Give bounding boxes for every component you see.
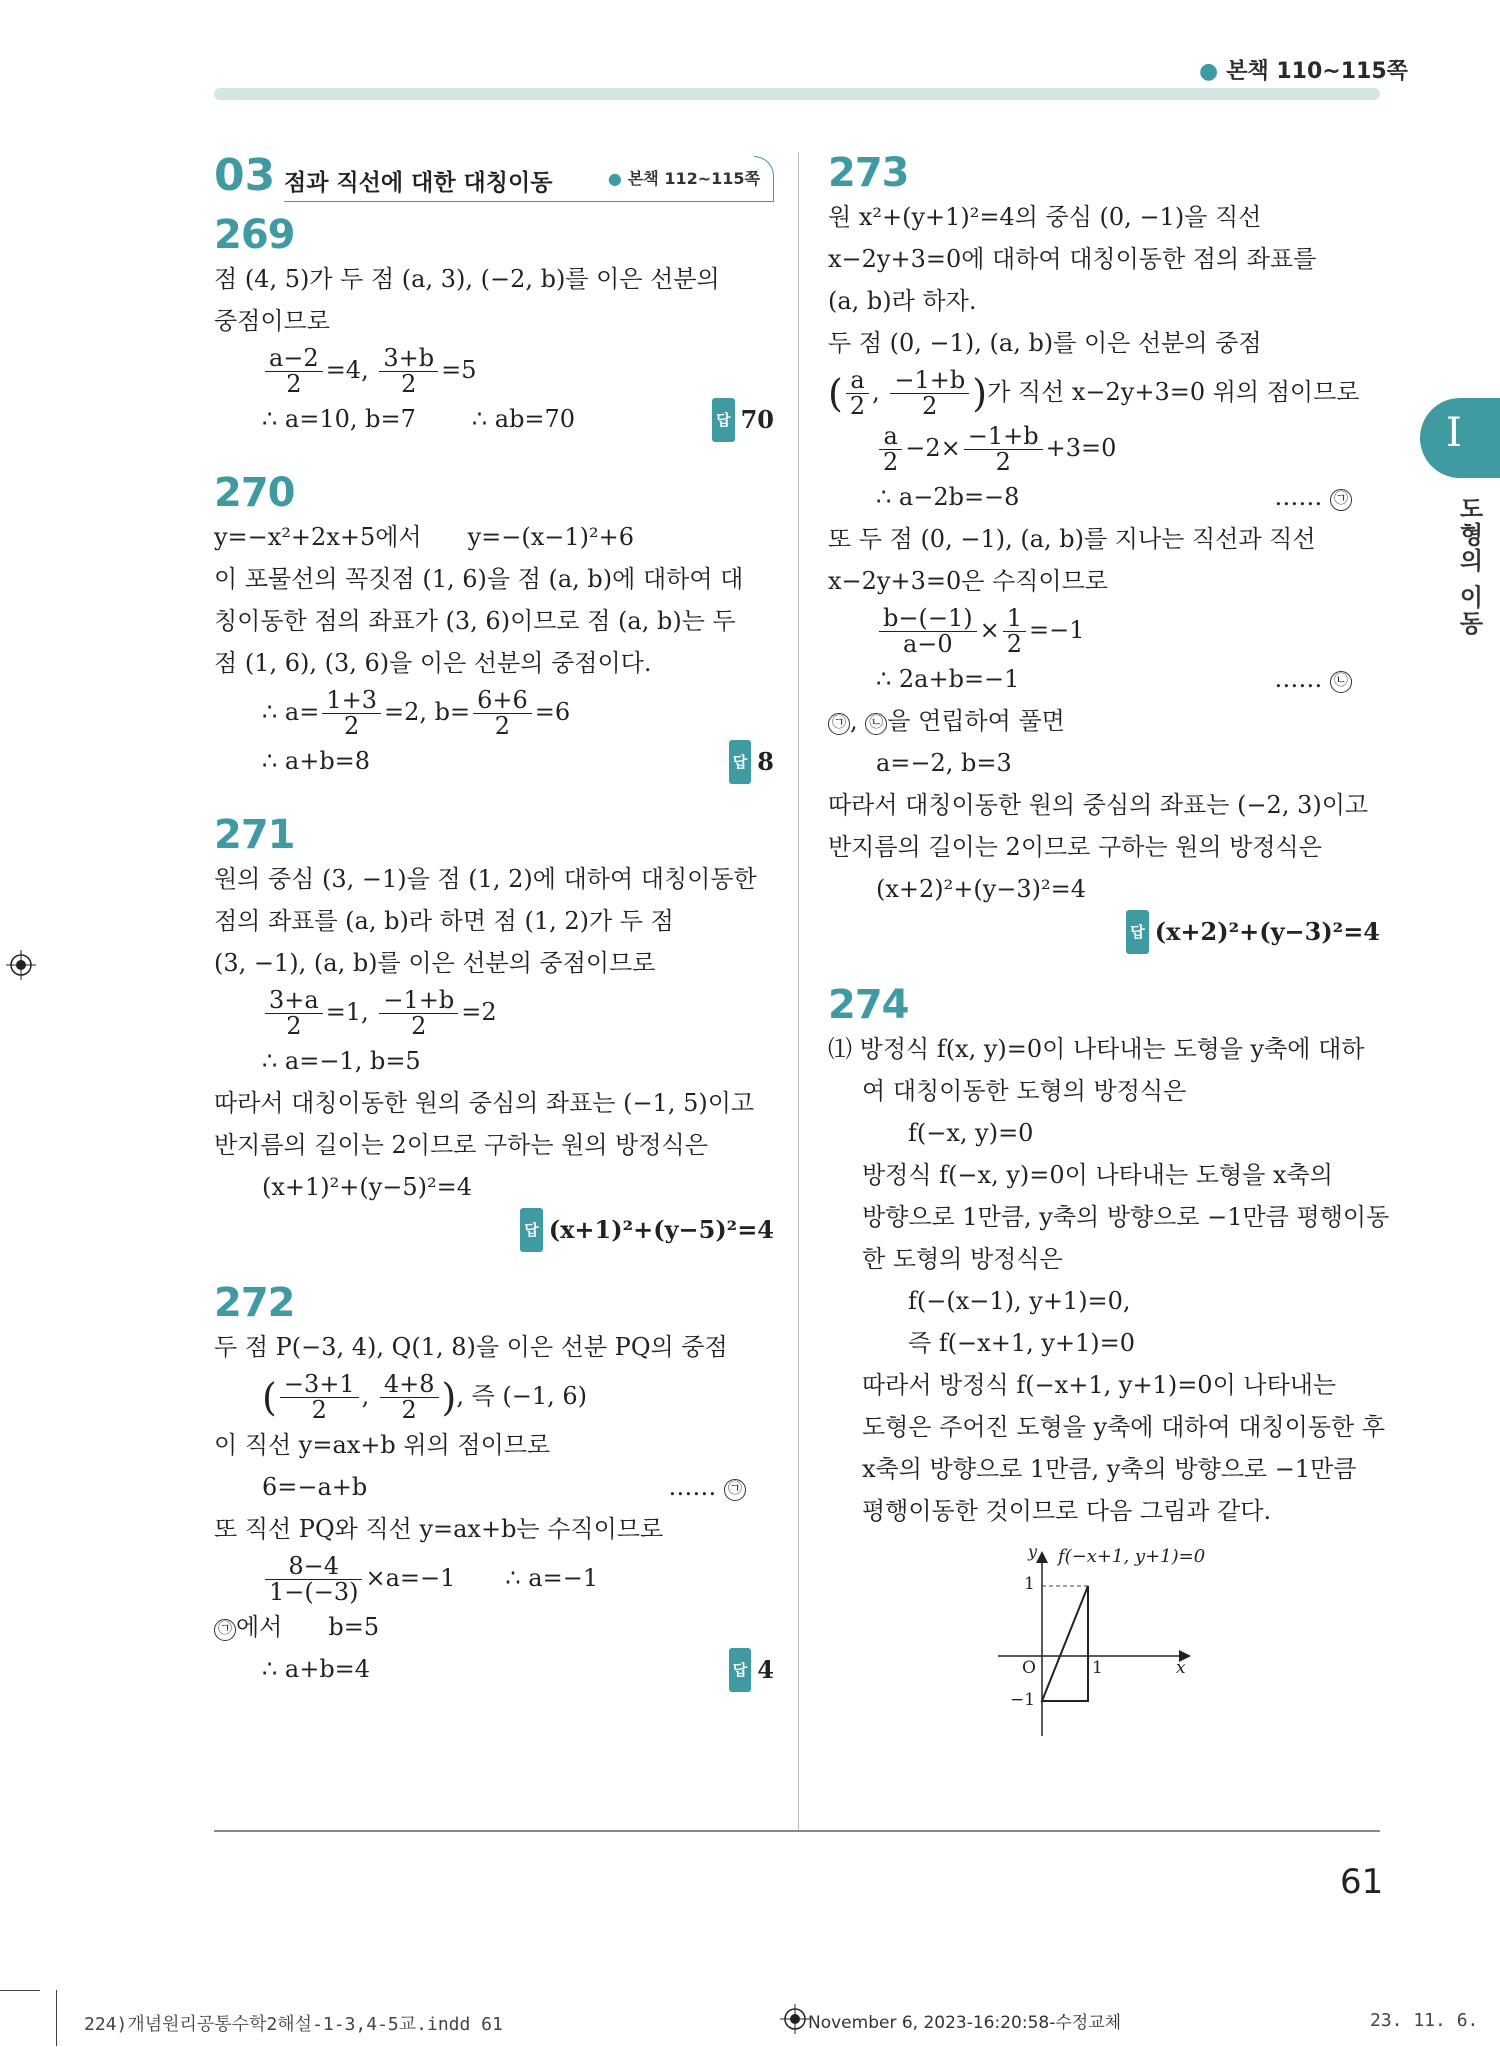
section-ref: ● 본책 112~115쪽: [607, 169, 760, 188]
circled-label: ㉠: [214, 1619, 236, 1641]
problem-number: 271: [214, 812, 295, 858]
text-line: 원의 중심 (3, −1)을 점 (1, 2)에 대하여 대칭이동한: [214, 865, 757, 893]
x-tick-label: 1: [1092, 1658, 1103, 1678]
text-line: 따라서 대칭이동한 원의 중심의 좌표는 (−2, 3)이고: [828, 791, 1369, 819]
text-line: ⑴ 방정식 f(x, y)=0이 나타내는 도형을 y축에 대하: [828, 1035, 1365, 1063]
fraction: $\frac{a}{2}$: [879, 424, 902, 475]
fraction: $\frac{6+6}{2}$: [473, 688, 532, 739]
section-number: 03: [214, 150, 276, 201]
circled-label: ㉡: [865, 713, 887, 735]
text-line: 방정식 f(−x, y)=0이 나타내는 도형을 x축의: [862, 1161, 1333, 1189]
text-line: 도형은 주어진 도형을 y축에 대하여 대칭이동한 후: [862, 1413, 1386, 1441]
text-line: 반지름의 길이는 2이므로 구하는 원의 방정식은: [828, 833, 1322, 861]
answer-badge: 답: [712, 398, 735, 442]
page-number: 61: [1340, 1862, 1384, 1902]
problem-274: [828, 982, 1390, 1746]
text-line: (3, −1), (a, b)를 이은 선분의 중점이므로: [214, 949, 656, 977]
right-column: [828, 150, 1390, 1776]
fraction: $\frac{1+3}{2}$: [322, 688, 381, 739]
math-line: 6=−a+b …… ㉠: [214, 1466, 774, 1508]
math-line: ∴ a= $\frac{1+3}{2}$ =2, b= $\frac{6+6}{2}$ =6: [262, 685, 571, 740]
bullet-dot-icon: ●: [1199, 59, 1219, 84]
fraction: $\frac{3+a}{2}$: [265, 988, 323, 1039]
fraction: $\frac{-3+1}{2}$: [280, 1372, 359, 1423]
text-line: 한 도형의 방정식은: [862, 1245, 1063, 1273]
chapter-tab-title: 도형의 이동: [1455, 496, 1483, 637]
header-bar: [214, 88, 1380, 100]
problem-number: 269: [214, 212, 295, 258]
problem-number: 272: [214, 1280, 295, 1326]
equation-tag: …… ㉠: [1274, 476, 1352, 518]
crop-mark: [0, 1990, 40, 1991]
problem-270: [214, 470, 774, 782]
math-line: f(−(x−1), y+1)=0,: [908, 1287, 1131, 1315]
math-line: ∴ a=10, b=7 ∴ ab=70 답 70: [214, 398, 774, 440]
problem-269: [214, 212, 774, 440]
text-line: 방향으로 1만큼, y축의 방향으로 −1만큼 평행이동: [862, 1203, 1390, 1231]
problem-number: 270: [214, 470, 295, 516]
text-line: 두 점 P(−3, 4), Q(1, 8)을 이은 선분 PQ의 중점: [214, 1333, 728, 1361]
text-line: 두 점 (0, −1), (a, b)를 이은 선분의 중점: [828, 329, 1262, 357]
text-line: 점 (4, 5)가 두 점 (a, 3), (−2, b)를 이은 선분의: [214, 265, 720, 293]
math-line: f(−x, y)=0: [908, 1119, 1034, 1147]
fraction: $\frac{-1+b}{2}$: [379, 988, 458, 1039]
math-line: ( $\frac{-3+1}{2}$ , $\frac{4+8}{2}$ ), 즉 (−1, 6): [262, 1369, 588, 1424]
y-tick-label: −1: [1010, 1690, 1036, 1710]
text-line: 따라서 대칭이동한 원의 중심의 좌표는 (−1, 5)이고: [214, 1089, 755, 1117]
section-corner: [754, 156, 774, 202]
math-line: $\frac{a-2}{2}$ =4, $\frac{3+b}{2}$ =5: [214, 342, 774, 398]
fraction: $\frac{a}{2}$: [846, 368, 869, 419]
text-line: x−2y+3=0은 수직이므로: [828, 567, 1108, 595]
circled-label: ㉠: [1330, 489, 1352, 511]
text-line: (a, b)라 하자.: [828, 287, 977, 315]
chapter-tab-roman: I: [1446, 410, 1462, 456]
answer-badge: 답: [729, 740, 752, 784]
math-line: y=−x²+2x+5에서 y=−(x−1)²+6: [214, 523, 635, 551]
answer: 답 (x+1)²+(y−5)²=4: [520, 1208, 774, 1252]
text-line: 점의 좌표를 (a, b)라 하면 점 (1, 2)가 두 점: [214, 907, 674, 935]
left-column: [214, 150, 774, 1720]
circled-label: ㉠: [724, 1479, 746, 1501]
text-line: 또 두 점 (0, −1), (a, b)를 지나는 직선과 직선: [828, 525, 1316, 553]
figure-graph: [998, 1542, 1228, 1746]
registration-mark-icon: [6, 950, 36, 980]
circled-label: ㉠: [828, 713, 850, 735]
text-line: 여 대칭이동한 도형의 방정식은: [862, 1077, 1187, 1105]
fraction: $\frac{-1+b}{2}$: [890, 368, 969, 419]
answer: 답 8: [729, 740, 774, 784]
math-line: ( $\frac{a}{2}$ , $\frac{-1+b}{2}$ )가 직선 x−2y+3=0 위의 점이므로: [828, 365, 1360, 420]
section-underline: [284, 201, 774, 202]
math-line: $\frac{3+a}{2}$ =1, $\frac{-1+b}{2}$ =2: [214, 984, 774, 1040]
registration-mark-icon: [780, 2004, 810, 2034]
answer-line: [214, 1208, 774, 1250]
math-line: $\frac{a}{2}$ −2× $\frac{-1+b}{2}$ +3=0: [828, 420, 1380, 476]
origin-label: O: [1022, 1658, 1036, 1678]
answer-line: [828, 910, 1380, 952]
section-header: [214, 150, 774, 202]
triangle-shape: [1042, 1586, 1088, 1701]
answer: 답 (x+2)²+(y−3)²=4: [1126, 910, 1380, 954]
math-line: ㉠ 에서 b=5: [214, 1606, 774, 1648]
math-line: ∴ a−2b=−8 …… ㉠: [828, 476, 1380, 518]
answer-badge: 답: [729, 1648, 752, 1692]
footer-date: 23. 11. 6.: [1370, 2010, 1479, 2031]
text-line: 이 직선 y=ax+b 위의 점이므로: [214, 1431, 551, 1459]
curve-label: f(−x+1, y+1)=0: [1058, 1546, 1206, 1567]
math-line: $\frac{8-4}{1-(-3)}$ ×a=−1 ∴ a=−1: [214, 1550, 774, 1606]
problem-number: 273: [828, 150, 909, 196]
answer: 답 4: [729, 1648, 774, 1692]
fraction: $\frac{3+b}{2}$: [379, 346, 438, 397]
x-axis-label: x: [1176, 1658, 1186, 1678]
y-tick-label: 1: [1024, 1574, 1035, 1594]
math-line: ∴ 2a+b=−1 …… ㉡: [828, 658, 1380, 700]
problem-272: [214, 1280, 774, 1690]
math-line: ∴ a=−1, b=5: [262, 1047, 421, 1075]
problem-271: [214, 812, 774, 1250]
text-line: 평행이동한 것이므로 다음 그림과 같다.: [862, 1497, 1272, 1525]
text-line: 또 직선 PQ와 직선 y=ax+b는 수직이므로: [214, 1515, 664, 1543]
text-line: 칭이동한 점의 좌표가 (3, 6)이므로 점 (a, b)는 두: [214, 607, 736, 635]
answer-badge: 답: [1126, 910, 1149, 954]
math-line: ∴ a+b=8 답 8: [214, 740, 774, 782]
circled-label: ㉡: [1330, 671, 1352, 693]
fraction: $\frac{8-4}{1-(-3)}$: [265, 1554, 362, 1605]
answer-badge: 답: [520, 1208, 543, 1252]
fraction: $\frac{b-(-1)}{a-0}$: [879, 606, 977, 657]
math-line: ∴ a+b=4 답 4: [214, 1648, 774, 1690]
text-line: ㉠ , ㉡ 을 연립하여 풀면: [828, 700, 1380, 742]
bullet-dot-icon: ●: [607, 169, 622, 188]
math-line: a=−2, b=3: [876, 749, 1012, 777]
fraction: $\frac{4+8}{2}$: [380, 1372, 439, 1423]
equation-tag: …… ㉠: [668, 1466, 746, 1508]
math-line: (x+2)²+(y−3)²=4: [876, 875, 1087, 903]
text-line: 따라서 방정식 f(−x+1, y+1)=0이 나타내는: [862, 1371, 1337, 1399]
text-line: x−2y+3=0에 대하여 대칭이동한 점의 좌표를: [828, 245, 1317, 273]
column-divider: [798, 152, 799, 1832]
problem-273: [828, 150, 1380, 952]
problem-number: 274: [828, 982, 909, 1028]
bottom-rule: [214, 1830, 1380, 1832]
math-line: 즉 f(−x+1, y+1)=0: [908, 1329, 1136, 1357]
crop-mark: [56, 1990, 57, 2046]
math-line: (x+1)²+(y−5)²=4: [262, 1173, 473, 1201]
fraction: $\frac{a-2}{2}$: [265, 346, 323, 397]
header-book-ref: ● 본책 110~115쪽: [1199, 59, 1408, 84]
text-line: 이 포물선의 꼭짓점 (1, 6)을 점 (a, b)에 대하여 대: [214, 565, 744, 593]
math-line: $\frac{b-(-1)}{a-0}$ × $\frac{1}{2}$ =−1: [828, 602, 1380, 658]
footer-filename: 224)개념원리공통수학2해설-1-3,4-5교.indd 61: [84, 2014, 503, 2035]
fraction: $\frac{1}{2}$: [1003, 606, 1026, 657]
y-axis-label: y: [1028, 1542, 1038, 1561]
section-title: 점과 직선에 대한 대칭이동: [284, 170, 553, 196]
text-line: 원 x²+(y+1)²=4의 중심 (0, −1)을 직선: [828, 203, 1262, 231]
text-line: x축의 방향으로 1만큼, y축의 방향으로 −1만큼: [862, 1455, 1357, 1483]
equation-tag: …… ㉡: [1274, 658, 1352, 700]
text-line: 반지름의 길이는 2이므로 구하는 원의 방정식은: [214, 1131, 708, 1159]
fraction: $\frac{-1+b}{2}$: [964, 424, 1043, 475]
text-line: 중점이므로: [214, 307, 330, 335]
text-line: 점 (1, 6), (3, 6)을 이은 선분의 중점이다.: [214, 649, 652, 677]
footer-timestamp: November 6, 2023-16:20:58-수정교체: [808, 2013, 1122, 2033]
answer: 답 70: [712, 398, 774, 442]
